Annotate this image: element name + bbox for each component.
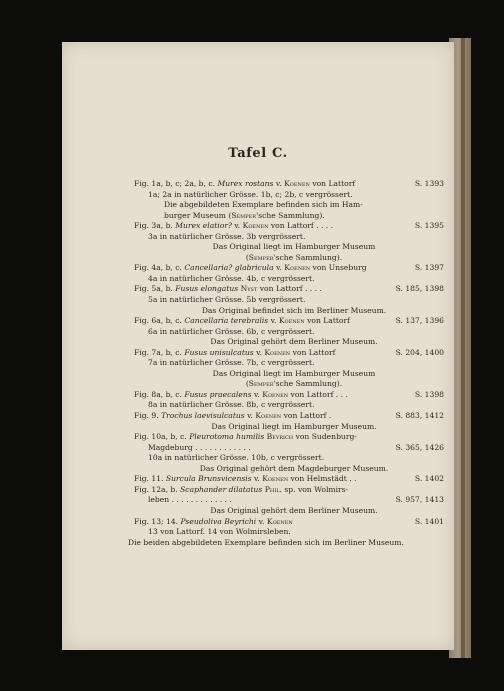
line-text: Fig. 8a, b, c.	[134, 389, 182, 399]
text-line	[134, 369, 444, 380]
page-reference: S. 957, 1413	[395, 495, 444, 505]
text-line	[134, 464, 444, 475]
line-continuation: von Lattorf	[307, 316, 350, 326]
line-text: Fig. 12a, b.	[134, 484, 178, 494]
text-line	[134, 506, 444, 517]
text-line	[134, 284, 444, 295]
text-line	[134, 200, 444, 211]
text-line	[134, 422, 444, 433]
author-name: Koenen	[266, 516, 293, 526]
line-text: 7a in natürlicher Grösse. 7b, c vergrössert.	[148, 358, 315, 368]
line-text: 4a in natürlicher Grösse. 4b, c vergrössert.	[148, 273, 315, 283]
text-line	[134, 327, 444, 338]
text-line	[134, 443, 444, 454]
page-reference: S. 1401	[414, 516, 444, 526]
text-line	[134, 316, 444, 327]
line-continuation: von Lattorf . . . .	[270, 221, 334, 231]
author-name: Koenen	[284, 263, 311, 273]
text-line	[134, 190, 444, 201]
line-text: burger Museum (	[164, 210, 232, 220]
page-reference: S. 883, 1412	[395, 411, 444, 421]
text-line	[134, 390, 444, 401]
author-name: Koenen	[255, 411, 282, 421]
author-name: Semper	[231, 210, 257, 220]
line-text: Fig. 4a, b, c.	[134, 263, 182, 273]
species-name: Cancellaria? glabricula	[184, 263, 274, 273]
line-text: (	[245, 252, 249, 262]
line-continuation: von Lattorf . . .	[290, 389, 348, 399]
line-text: Magdeburg . . . . . . . . . . . .	[148, 442, 251, 452]
author-name: Koenen	[284, 179, 310, 188]
page-reference: S. 1398	[414, 389, 444, 399]
line-text: Fig. 10a, b, c.	[134, 432, 187, 442]
text-line	[134, 495, 444, 506]
author-prefix: v.	[270, 316, 277, 326]
line-continuation: von Lattorf	[312, 179, 356, 188]
author-prefix: v.	[275, 179, 282, 188]
book-spine-line	[461, 38, 465, 658]
text-line	[134, 358, 444, 369]
text-line	[134, 211, 444, 222]
line-text: Das Original liegt im Hamburger Museum	[212, 242, 376, 252]
line-text: 10a in natürlicher Grösse. 10b, c vergrössert.	[148, 453, 325, 463]
line-text: Das Original liegt im Hamburger Museum	[212, 368, 376, 378]
text-line	[134, 517, 444, 528]
line-text: Das Original liegt im Hamburger Museum.	[211, 421, 377, 431]
author-name: Beyrich	[266, 432, 294, 442]
line-text: leben . . . . . . . . . . . . .	[148, 495, 232, 505]
line-text: 5a in natürlicher Grösse. 5b vergrössert.	[148, 295, 306, 305]
line-continuation: 'sche Sammlung).	[256, 210, 325, 220]
text-line	[134, 348, 444, 359]
page-reference: S. 1397	[414, 263, 444, 273]
page-reference: S. 204, 1400	[395, 347, 444, 357]
species-name: Surcula Brunsvicensis	[165, 474, 252, 484]
text-line	[134, 306, 444, 317]
line-continuation: von Helmstädt . .	[290, 474, 357, 484]
author-prefix: v.	[247, 411, 253, 421]
text-line	[134, 453, 444, 464]
author-name: Koenen	[262, 474, 289, 484]
text-line	[134, 232, 444, 243]
text-line	[134, 253, 444, 264]
text-line	[134, 474, 444, 485]
species-name: Scaphander dilatatus	[180, 484, 263, 494]
line-continuation: von Unseburg	[312, 263, 367, 273]
author-prefix: v.	[276, 263, 282, 273]
text-line	[134, 263, 444, 274]
text-line	[134, 379, 444, 390]
line-continuation: von Lattorf .	[283, 411, 332, 421]
line-continuation: 'sche Sammlung).	[273, 252, 343, 262]
author-name: Koenen	[242, 221, 269, 231]
text-line	[134, 527, 444, 538]
author-prefix: v.	[258, 516, 265, 526]
species-name: Trochus laevisulcatus	[161, 411, 245, 421]
page-reference: S. 1393	[414, 179, 444, 188]
author-name: Koenen	[262, 389, 289, 399]
line-text: 8a in natürlicher Grösse. 8b, c vergrössert.	[148, 400, 315, 410]
line-text: Fig. 6a, b, c.	[134, 316, 182, 326]
text-line	[134, 411, 444, 422]
plate-title: Tafel C.	[228, 146, 288, 161]
page-reference: S. 185, 1398	[395, 284, 444, 294]
author-prefix: v.	[254, 474, 260, 484]
author-name: Koenen	[264, 347, 291, 357]
author-name: Semper	[248, 252, 274, 262]
line-text: Die beiden abgebildeten Exemplare befinden sich im Berliner Museum.	[128, 537, 404, 547]
author-prefix: v.	[254, 389, 260, 399]
author-name: Nyst	[240, 284, 258, 294]
line-text: Fig. 9.	[134, 411, 159, 421]
line-text: Die abgebildeten Exemplare befinden sich im Ham-	[164, 200, 363, 210]
line-text: Fig. 7a, b, c.	[134, 347, 182, 357]
text-line	[134, 295, 444, 306]
text-line	[134, 337, 444, 348]
author-name: Phil.	[264, 484, 282, 494]
page-reference: S. 137, 1396	[395, 316, 444, 326]
text-line	[134, 179, 444, 190]
author-prefix: v.	[256, 347, 262, 357]
line-continuation: von Sudenburg-	[295, 432, 357, 442]
line-text: Das Original befindet sich im Berliner Museum.	[201, 305, 387, 315]
species-name: Fusus praecalens	[184, 389, 252, 399]
text-line	[134, 274, 444, 285]
species-name: Fusus unisulcatus	[184, 347, 254, 357]
text-line	[134, 242, 444, 253]
species-name: Murex rostans	[217, 179, 274, 188]
line-text: Das Original gehört dem Berliner Museum.	[210, 337, 378, 347]
page-reference: S. 365, 1426	[395, 442, 444, 452]
text-line	[134, 432, 444, 443]
author-name: Semper	[248, 379, 274, 389]
line-text: Fig. 11.	[134, 474, 164, 484]
page-reference: S. 1395	[414, 221, 444, 231]
text-line	[134, 485, 444, 496]
species-name: Fusus elongatus	[175, 284, 239, 294]
line-text: Fig. 3a, b.	[134, 221, 173, 231]
author-prefix: v.	[234, 221, 241, 231]
line-text: 13 von Lattorf. 14 von Wolmirsleben.	[148, 527, 291, 537]
line-continuation: von Lattorf	[292, 347, 336, 357]
text-line	[134, 400, 444, 411]
line-text: 1a; 2a in natürlicher Grösse. 1b, c; 2b, c vergrössert.	[148, 189, 353, 199]
page-reference: S. 1402	[414, 474, 444, 484]
text-line	[134, 221, 444, 232]
line-text: Fig. 5a, b.	[134, 284, 173, 294]
text-line	[128, 538, 444, 549]
line-text: Das Original gehört dem Magdeburger Museum.	[199, 463, 389, 473]
line-text: (	[245, 379, 249, 389]
line-continuation: von Lattorf . . . .	[259, 284, 322, 294]
line-continuation: 'sche Sammlung).	[273, 379, 343, 389]
species-name: Pseudoliva Beyrichi	[180, 516, 257, 526]
line-text: 3a in natürlicher Grösse. 3b vergrössert.	[148, 231, 306, 241]
plate-explanation	[128, 179, 444, 548]
species-name: Pleurotoma humilis	[189, 432, 265, 442]
line-text: 6a in natürlicher Grösse. 6b, c vergrössert.	[148, 326, 315, 336]
author-name: Koenen	[278, 316, 305, 326]
line-text: Fig. 1a, b, c; 2a, b, c.	[134, 179, 216, 188]
species-name: Murex elatior?	[175, 221, 232, 231]
line-continuation: sp. von Wolmirs-	[284, 484, 349, 494]
line-text: Fig. 13; 14.	[134, 516, 179, 526]
line-text: Das Original gehört dem Berliner Museum.	[210, 505, 378, 515]
book-page	[62, 42, 454, 650]
species-name: Cancellaria terebralis	[184, 316, 269, 326]
